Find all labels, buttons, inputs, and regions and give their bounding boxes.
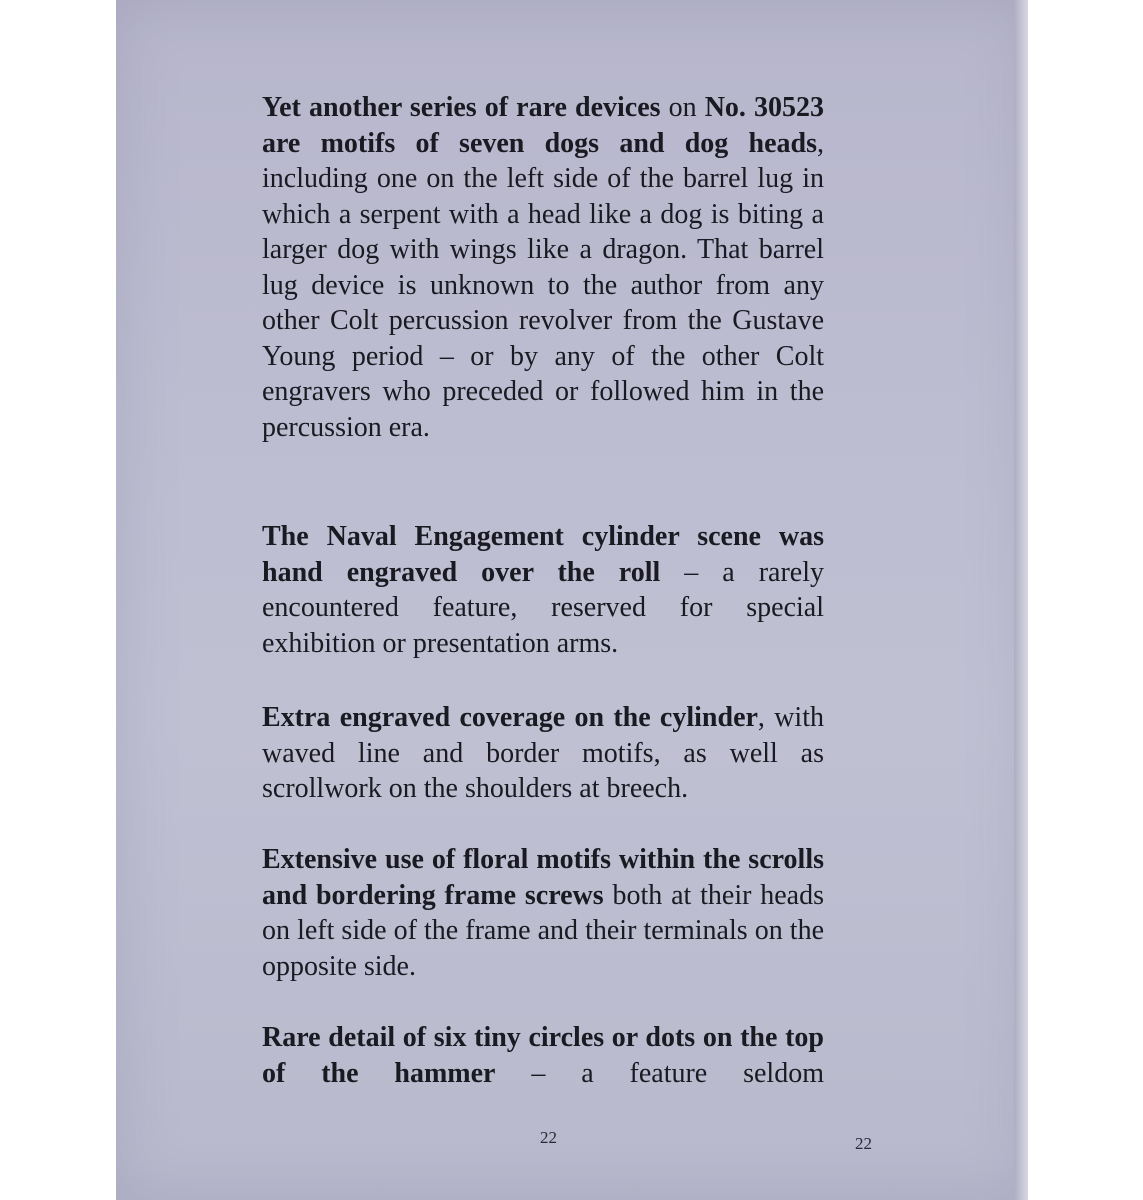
paragraph-bold: Extra engraved coverage on the cylinder [262,702,758,733]
paragraph-bold: Rare detail of six tiny circles or dots on the top of the hammer [262,1022,824,1089]
paragraph-text: on [660,92,705,123]
paragraph-text: – a rarely encountered feature, reserved for special exhibition or presentation arms. [262,556,824,659]
paragraph-cylinder-coverage [262,700,824,807]
page-edge [1014,0,1028,1200]
paragraph-text: both at their heads on left side of the frame and their terminals on the opposite side. [262,879,824,982]
paragraph-bold: The Naval Engagement cylinder scene was hand engraved over the roll [262,521,824,588]
paragraph-bold: Extensive use of floral motifs within the scrolls and bordering frame screws [262,844,824,911]
paragraph-text: , including one on the left side of the barrel lug in which a serpent with a head like a dog is biting a larger dog with wings like a dragon. That barrel lug device is unknown to the author from any other Colt percussion revolver from the Gustave Young period – or by any of the other Colt engravers who preceded or followed him in the percussion era. [262,127,824,443]
page-number: 22 [540,1128,557,1147]
paragraph-text: , with waved line and border motifs, as well as scrollwork on the shoulders at breech. [262,702,824,804]
paragraph-bold: Yet another series of rare devices [262,92,661,123]
paragraph-bold: No. 30523 are motifs of seven dogs and dog heads [262,92,824,159]
page-number-corner: 22 [855,1134,872,1153]
paragraph-naval-engagement [262,519,824,661]
paragraph-floral-motifs [262,842,824,984]
paragraph-dog-motifs [262,90,824,445]
paragraph-text: – a feature seldom [495,1057,824,1089]
paragraph-hammer-dots [262,1020,824,1091]
